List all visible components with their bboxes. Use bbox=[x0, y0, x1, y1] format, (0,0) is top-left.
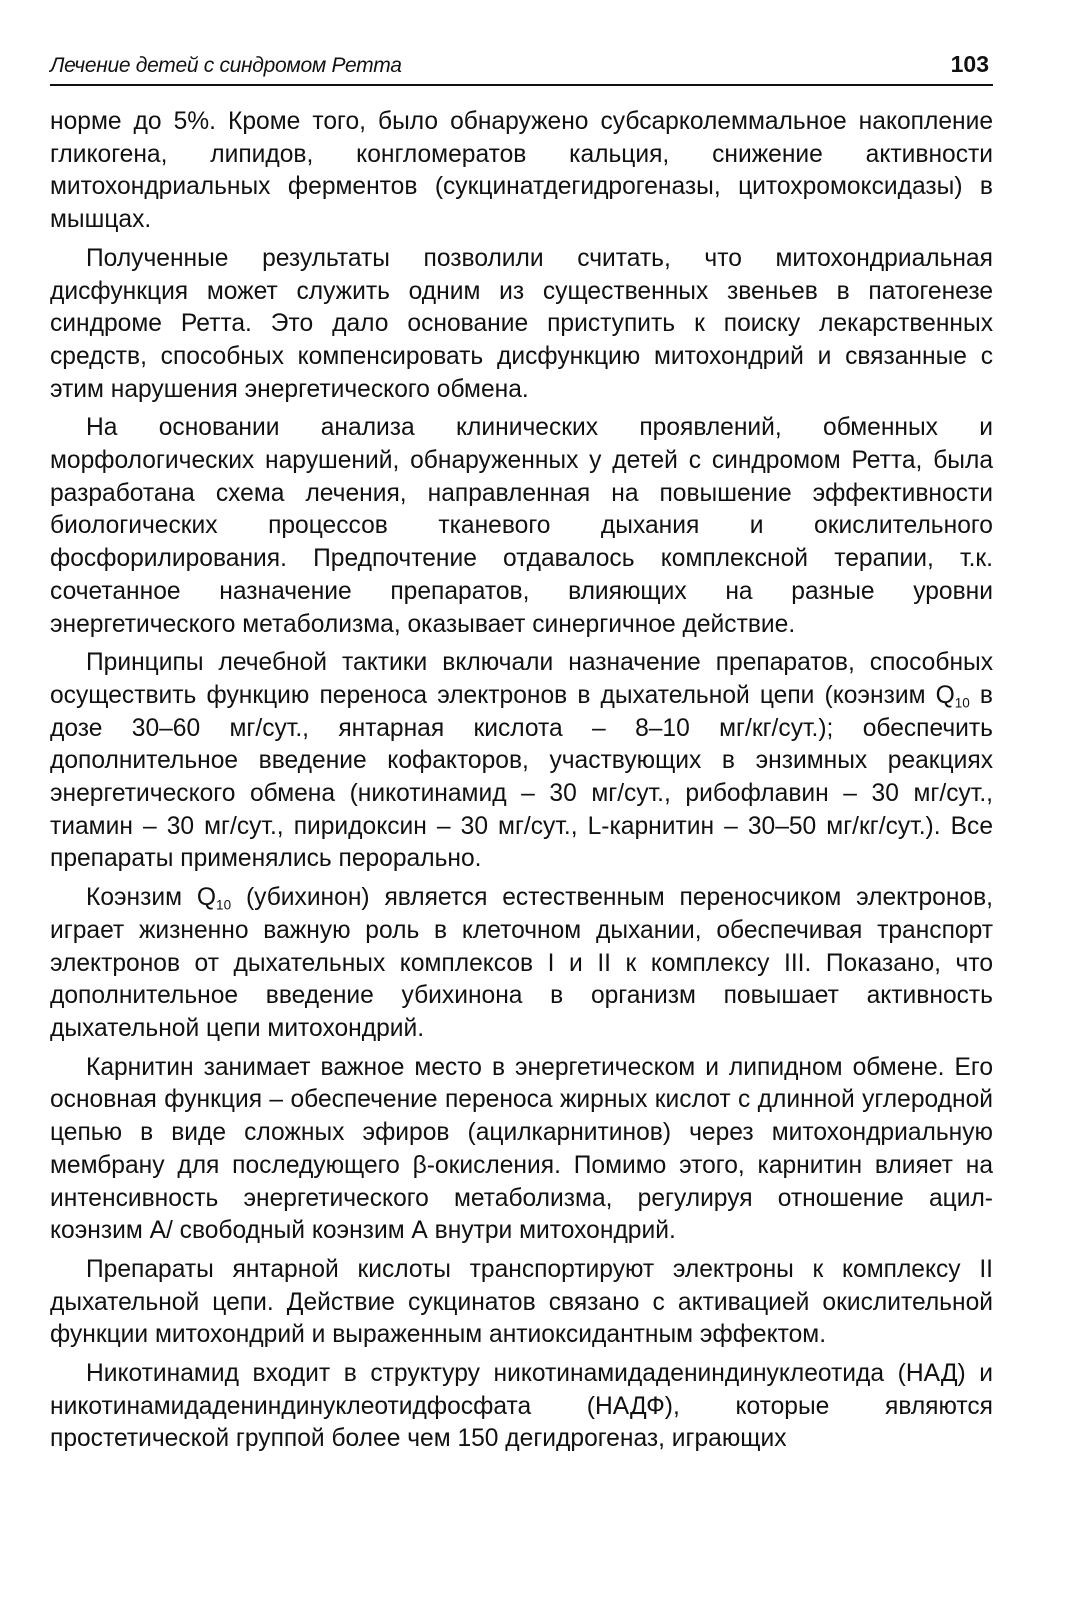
paragraph-5-part-b: (убихинон) является естественным переносчиком электронов, играет жизненно важную роль в клеточном дыхании, обеспечивая транспорт электронов от дыхательных комплексов I и II к комплексу III. Показано, что дополнительное введение убихинона в организм повышает активность дыхательной цепи митохондрий. bbox=[50, 884, 993, 1042]
paragraph-8: Никотинамид входит в структуру никотинамидадениндинуклеотида (НАД) и никотинамидадениндинуклеотидфосфата (НАДФ), которые являются простетической группой более чем 150 дегидрогеназ, играющих bbox=[50, 1360, 993, 1453]
book-page bbox=[50, 40, 993, 1462]
paragraph-6: Карнитин занимает важное место в энергетическом и липидном обмене. Его основная функция – обеспечение переноса жирных кислот с длинной углеродной цепью в виде сложных эфиров (ацилкарнитинов) через митохондриальную мембрану для последующего β-окисления. Помимо этого, карнитин влияет на интенсивность энергетического метаболизма, регулируя отношение ацил-коэнзим А/ свободный коэнзим А внутри митохондрий. bbox=[50, 1053, 993, 1245]
paragraph-1: норме до 5%. Кроме того, было обнаружено субсарколеммальное накопление гликогена, липидов, конгломератов кальция, снижение активности митохондриальных ферментов (сукцинатдегидрогеназы, цитохромоксидазы) в мышцах. bbox=[50, 108, 993, 234]
paragraph-5 bbox=[50, 882, 993, 1046]
paragraph-4-part-a: Принципы лечебной тактики включали назначение препаратов, способных осуществить функцию переноса электронов в дыхательной цепи (коэнзим Q bbox=[50, 649, 993, 709]
paragraph-7: Препараты янтарной кислоты транспортируют электроны к комплексу II дыхательной цепи. Действие сукцинатов связано с активацией окислительной функции митохондрий и выраженным антиоксидантным эффектом. bbox=[50, 1255, 993, 1349]
page-number: 103 bbox=[950, 51, 989, 77]
running-title: Лечение детей с синдромом Ретта bbox=[50, 54, 402, 77]
paragraph-5-subscript: 10 bbox=[216, 897, 232, 913]
paragraph-4-subscript: 10 bbox=[954, 695, 970, 711]
body-text bbox=[50, 106, 993, 1456]
paragraph-4-part-b: в дозе 30–60 мг/сут., янтарная кислота – 8–10 мг/кг/сут.); обеспечить дополнительное введение кофакторов, участвующих в энзимных реакциях энергетического обмена (никотинамид – 30 мг/сут., рибофлавин – 30 мг/сут., тиамин – 30 мг/сут., пиридоксин – 30 мг/сут., L-карнитин – 30–50 мг/кг/сут.). Все препараты применялись перорально. bbox=[50, 681, 993, 873]
paragraph-2: Полученные результаты позволили считать, что митохондриальная дисфункция может служить одним из существенных звеньев в патогенезе синдроме Ретта. Это дало основание приступить к поиску лекарственных средств, способных компенсировать дисфункцию митохондрий и связанные с этим нарушения энергетического обмена. bbox=[50, 244, 993, 403]
paragraph-4 bbox=[50, 647, 993, 876]
paragraph-5-part-a: Коэнзим Q bbox=[86, 884, 217, 912]
page-header bbox=[50, 40, 993, 86]
paragraph-3: На основании анализа клинических проявлений, обменных и морфологических нарушений, обнаруженных у детей с синдромом Ретта, была разработана схема лечения, направленная на повышение эффективности биологических процессов тканевого дыхания и окислительного фосфорилирования. Предпочтение отдавалось комплексной терапии, т.к. сочетанное назначение препаратов, влияющих на разные уровни энергетического метаболизма, оказывает синергичное действие. bbox=[50, 414, 993, 638]
